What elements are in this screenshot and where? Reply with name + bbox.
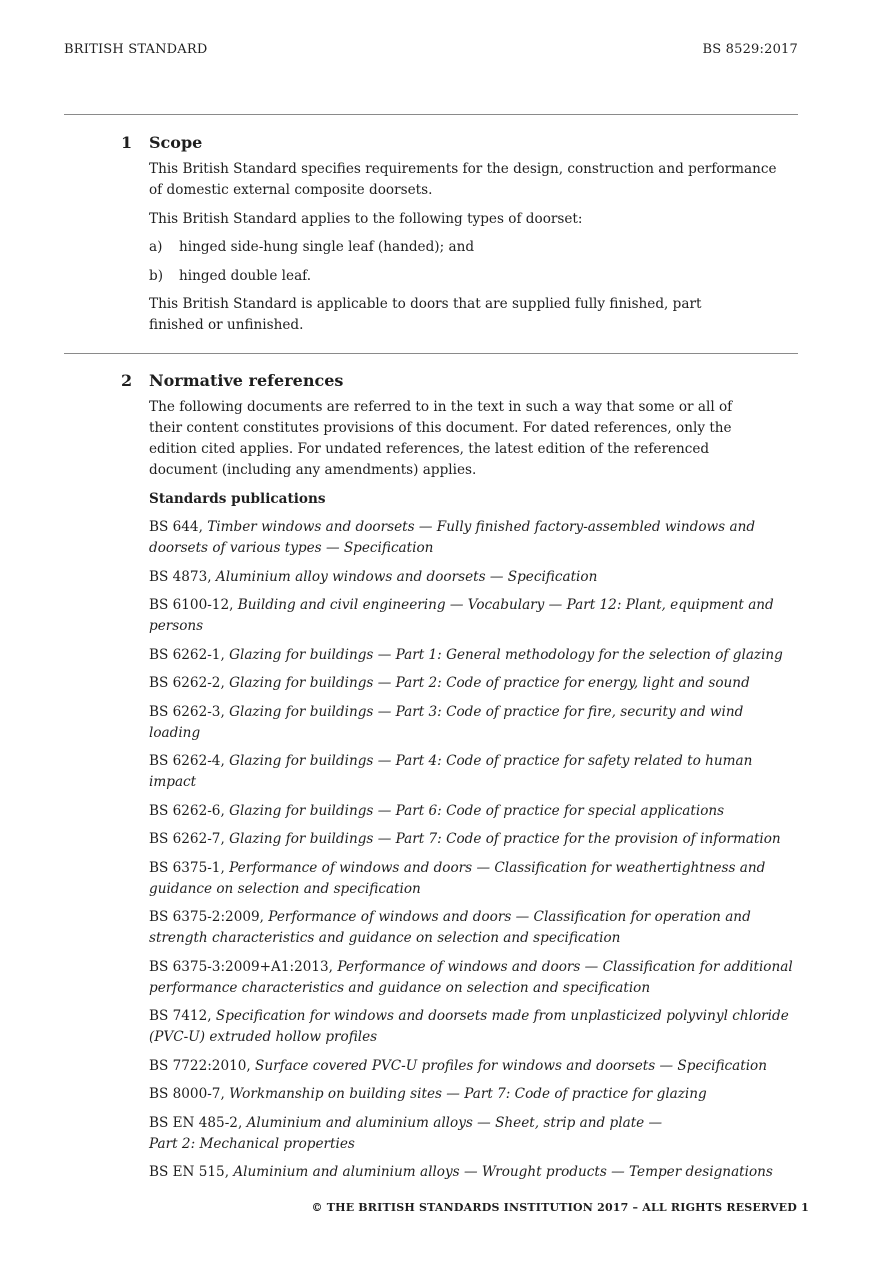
header-left-text: BRITISH STANDARD [64,42,208,57]
reference-code: BS 6100-12, [149,597,238,613]
reference-title: Aluminium and aluminium alloys — Sheet, strip and plate — Part 2: Mechanical properties [149,1114,663,1152]
reference-title: Glazing for buildings — Part 3: Code of practice for fire, security and wind loading [149,703,744,741]
reference-item [149,517,794,559]
reference-code: BS 6262-2, [149,675,230,691]
reference-item [149,1162,794,1183]
reference-code: BS 6375-1, [149,859,230,876]
reference-title: Specification for windows and doorsets made from unplasticized polyvinyl chloride (PVC-U) extruded hollow profiles [149,1008,789,1045]
section-body [149,159,794,336]
section-scope [64,133,798,344]
header-divider [64,114,798,115]
reference-item [149,595,794,637]
section-number: 2 [121,371,133,390]
list-label: b) [149,267,164,284]
reference-item [149,1056,794,1077]
reference-code: BS EN 515, [149,1164,234,1180]
section-divider [64,353,798,354]
reference-code: BS 6262-4, [149,753,230,769]
reference-code: BS 7722:2010, [149,1057,256,1074]
reference-item [149,1113,669,1155]
reference-title: Performance of windows and doors — Classification for additional performance characteristics and guidance on selection and specification [149,958,793,996]
section-normative-references [64,371,798,1191]
reference-title: Glazing for buildings — Part 6: Code of practice for special applications [229,802,725,819]
section-number: 1 [121,133,133,152]
header-standard-number: BS 8529:2017 [702,42,798,57]
section-body [149,397,794,1183]
section-title: Normative references [149,371,344,390]
reference-item [149,673,794,694]
section-heading [64,371,798,397]
reference-item [149,645,794,666]
reference-item [149,702,794,744]
reference-item [149,858,794,900]
section-title: Scope [149,133,203,152]
reference-code: BS 6262-1, [149,646,230,663]
reference-code: BS 6262-3, [149,703,230,720]
reference-title: Performance of windows and doors — Classification for operation and strength characteristics and guidance on selection and specification [149,909,751,946]
running-header [64,42,798,60]
reference-title: Glazing for buildings — Part 2: Code of practice for energy, light and sound [229,675,750,691]
paragraph: This British Standard is applicable to doors that are supplied fully finished, part finished or unfinished. [149,296,702,333]
reference-item [149,801,794,822]
paragraph: This British Standard specifies requirements for the design, construction and performance of domestic external composite doorsets. [149,161,777,198]
paragraph: This British Standard applies to the following types of doorset: [149,210,583,227]
reference-title: Glazing for buildings — Part 4: Code of practice for safety related to human impact [149,753,753,790]
reference-code: BS 6375-2:2009, [149,909,269,925]
section-heading [64,133,798,159]
reference-title: Surface covered PVC-U profiles for windows and doorsets — Specification [255,1057,767,1074]
reference-code: BS 6262-6, [149,802,230,819]
reference-code: BS 7412, [149,1008,216,1024]
list-item [149,266,794,287]
list-text: hinged double leaf. [179,267,312,284]
reference-title: Workmanship on building sites — Part 7: Code of practice for glazing [229,1086,707,1102]
reference-code: BS 6375-3:2009+A1:2013, [149,958,338,975]
reference-code: BS 8000-7, [149,1086,230,1102]
reference-code: BS 4873, [149,568,216,585]
list-text: hinged side-hung single leaf (handed); and [179,239,475,255]
paragraph: The following documents are referred to in the text in such a way that some or all of their content constitutes provisions of this document. For dated references, only the edition cited applies. For undated references, the latest edition of the referenced document (including any amendments) applies. [149,399,733,478]
reference-code: BS EN 485-2, [149,1114,247,1131]
list-item [149,237,794,258]
reference-item [149,1084,794,1105]
reference-title: Performance of windows and doors — Classification for weathertightness and guidance on selection and specification [149,859,766,897]
reference-item [149,567,794,588]
reference-title: Aluminium and aluminium alloys — Wrought products — Temper designations [233,1164,773,1180]
reference-title: Glazing for buildings — Part 1: General methodology for the selection of glazing [229,646,783,663]
reference-item [149,907,794,949]
list-label: a) [149,239,163,255]
copyright-notice: © THE BRITISH STANDARDS INSTITUTION 2017 – ALL RIGHTS RESERVED [311,1201,797,1214]
reference-title: Timber windows and doorsets — Fully finished factory-assembled windows and doorsets of various types — Specification [149,519,756,556]
reference-title: Glazing for buildings — Part 7: Code of practice for the provision of information [229,831,781,847]
reference-title: Building and civil engineering — Vocabulary — Part 12: Plant, equipment and persons [149,597,774,634]
reference-item [149,1006,794,1048]
page-footer [311,1201,809,1214]
reference-item [149,751,794,793]
reference-code: BS 6262-7, [149,831,230,847]
reference-item [149,829,794,850]
reference-item [149,957,794,999]
reference-code: BS 644, [149,519,208,535]
subheading: Standards publications [149,490,326,507]
page-number: 1 [801,1201,809,1214]
reference-title: Aluminium alloy windows and doorsets — Specification [215,568,598,585]
